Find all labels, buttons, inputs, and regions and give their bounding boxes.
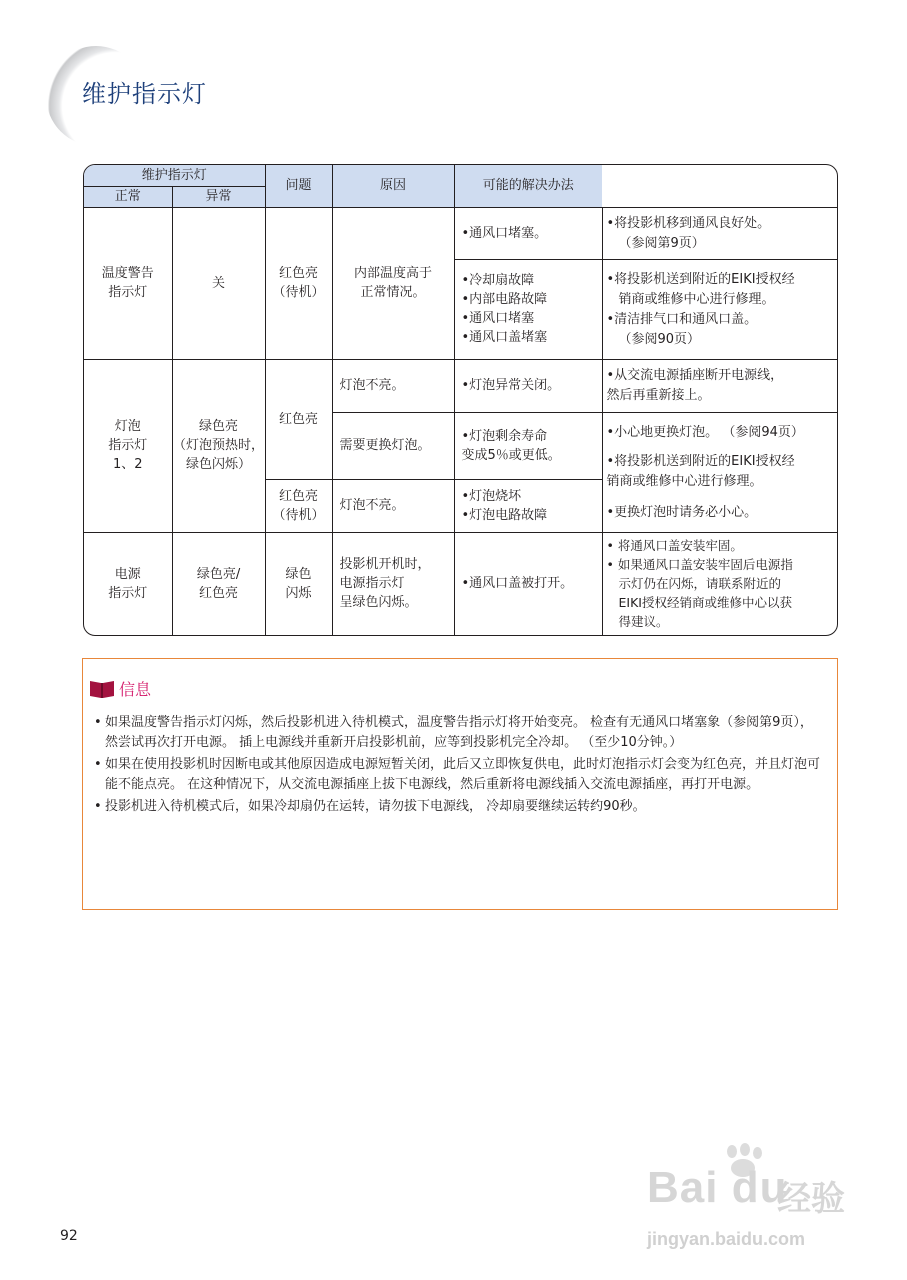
lamp-indicator-name: 灯泡 指示灯 1、2	[84, 359, 172, 532]
temp-abnormal: 红色亮 （待机）	[265, 207, 332, 359]
info-item: • 如果在使用投影机时因断电或其他原因造成电源短暂关闭，此后又立即恢复供电，此时灯泡指示灯会变为红色亮，并且灯泡可能不能点亮。 在这种情况下，从交流电源插座上拔下电源线，然后重新将电源线插入交流电源插座，再打开电源。	[94, 757, 821, 792]
lamp-problem-a: 灯泡不亮。	[332, 359, 454, 412]
header-normal: 正常	[84, 186, 172, 207]
temp-indicator-name: 温度警告 指示灯	[84, 207, 172, 359]
power-abnormal: 绿色 闪烁	[265, 532, 332, 635]
lamp-cause-a: •灯泡异常关闭。	[454, 359, 602, 412]
info-box	[82, 658, 838, 910]
lamp-problem-c: 灯泡不亮。	[332, 479, 454, 532]
temp-solution-b: •将投影机送到附近的EIKI授权经 销商或维修中心进行修理。 •清洁排气口和通风口盖。 （参阅90页）	[602, 259, 837, 359]
power-cause: •通风口盖被打开。	[454, 532, 602, 635]
info-label: 信息	[119, 680, 152, 699]
header-indicator: 维护指示灯	[84, 165, 265, 186]
table-row	[84, 359, 837, 412]
power-solution: • 将通风口盖安装牢固。 • 如果通风口盖安装牢固后电源指 示灯仍在闪烁，请联系附近的 EIKI授权经销商或维修中心以获 得建议。	[602, 532, 837, 635]
power-problem: 投影机开机时， 电源指示灯 呈绿色闪烁。	[332, 532, 454, 635]
lamp-solution-a: •从交流电源插座断开电源线， 然后再重新接上。	[602, 359, 837, 412]
temp-problem: 内部温度高于 正常情况。	[332, 207, 454, 359]
lamp-abnormal-red: 红色亮	[265, 359, 332, 479]
lamp-solution-bc: •小心地更换灯泡。 （参阅94页） •将投影机送到附近的EIKI授权经 销商或维修中心进行修理。 •更换灯泡时请务必小心。	[602, 412, 837, 532]
header-problem: 问题	[265, 165, 332, 207]
baidu-watermark: Bai du 经验 jingyan.baidu.com	[647, 1143, 862, 1265]
temp-normal: 关	[172, 207, 265, 359]
page-number: 92	[60, 1228, 78, 1244]
info-item: • 如果温度警告指示灯闪烁，然后投影机进入待机模式，温度警告指示灯将开始变亮。 检查有无通风口堵塞象（参阅第9页），然尝试再次打开电源。 插上电源线并重新开启投影机前，应等到投影机完全冷却。 （至少10分钟。）	[94, 715, 813, 750]
temp-cause-b: •冷却扇故障 •内部电路故障 •通风口堵塞 •通风口盖堵塞	[454, 259, 602, 359]
power-indicator-name: 电源 指示灯	[84, 532, 172, 635]
lamp-normal: 绿色亮 （灯泡预热时， 绿色闪烁）	[172, 359, 265, 532]
header-cause: 原因	[332, 165, 454, 207]
header-abnormal: 异常	[172, 186, 265, 207]
book-icon	[89, 679, 115, 699]
maintenance-indicator-table	[83, 164, 838, 636]
lamp-cause-b: •灯泡剩余寿命 变成5％或更低。	[454, 412, 602, 479]
info-header	[89, 677, 151, 700]
lamp-cause-c: •灯泡烧坏 •灯泡电路故障	[454, 479, 602, 532]
info-item: • 投影机进入待机模式后，如果冷却扇仍在运转，请勿拔下电源线， 冷却扇要继续运转约90秒。	[94, 799, 646, 814]
temp-solution-a: •将投影机移到通风良好处。 （参阅第9页）	[602, 207, 837, 259]
temp-cause-a: •通风口堵塞。	[454, 207, 602, 259]
lamp-problem-b: 需要更换灯泡。	[332, 412, 454, 479]
power-normal: 绿色亮/ 红色亮	[172, 532, 265, 635]
info-list	[91, 713, 821, 819]
header-solution: 可能的解决办法	[454, 165, 602, 207]
table-row	[84, 532, 837, 635]
table-row	[84, 207, 837, 259]
lamp-abnormal-red-standby: 红色亮 （待机）	[265, 479, 332, 532]
page-title: 维护指示灯	[82, 80, 207, 108]
